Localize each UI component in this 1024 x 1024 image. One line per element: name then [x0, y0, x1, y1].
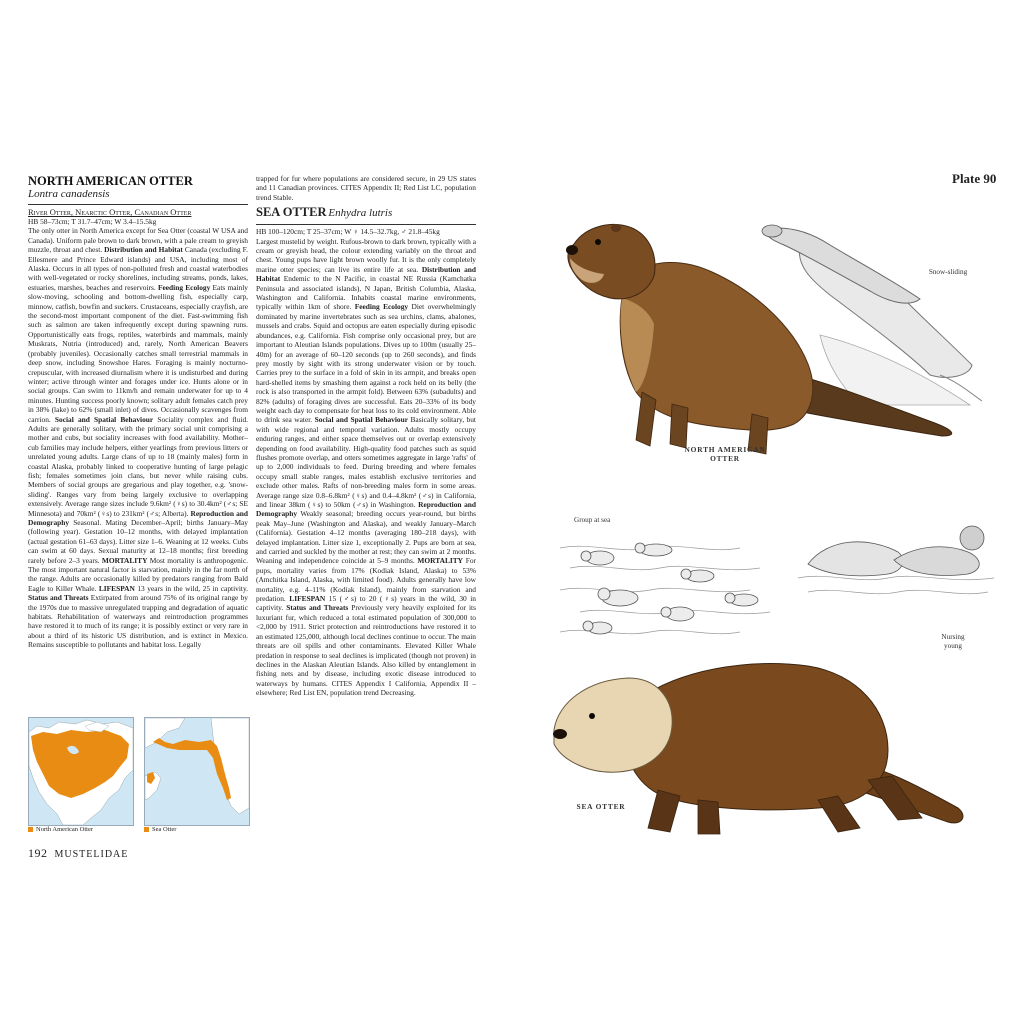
text-column-2	[256, 174, 476, 698]
group-at-sea-illustration	[560, 528, 790, 650]
nursing-young-illustration	[798, 508, 994, 600]
continued-text: trapped for fur where populations are considered secure, in 29 US states and 11 Canadian provinces. CITES Appendix II; Red List LC, population trend Stable.	[256, 174, 476, 202]
measurements: HB 100–120cm; T 25–37cm; W ♀ 14.5–32.7kg, ♂ 21.8–45kg	[256, 227, 440, 237]
alternative-names: River Otter, Nearctic Otter, Canadian Otter	[28, 207, 192, 217]
north-american-otter-illustration	[562, 214, 962, 464]
text-column-1	[28, 174, 248, 650]
species-title: SEA OTTER	[256, 205, 327, 220]
measurements: HB 58–73cm; T 31.7–47cm; W 3.4–15.5kg	[28, 217, 157, 226]
section-name: MUSTELIDAE	[54, 849, 129, 860]
caption-nursing-young: Nursing young	[941, 633, 965, 650]
caption-na-otter: NORTH AMERICAN OTTER	[684, 445, 766, 463]
north-american-otter-map	[28, 717, 134, 826]
plate-number: Plate 90	[952, 171, 997, 186]
species-description: Largest mustelid by weight. Rufous-brown to dark brown, typically with a cream or greyish head, the colour extending variably on the throat and chest. Young pups have light brown woolly fur. It is the only completely marine otter species; can live its entire life at sea. Distribution and Habitat Endemic to the N Pacific, in coastal NE Russia (Kamchatka Peninsula and associated islands), N Japan, British Columbia, Alaska, Washington and California. Inhabits coastal marine environments, typically within 1km of shore. Feeding Ecology Diet overwhelmingly dominated by marine invertebrates such as sea urchins, clams, abalones, mussels and crabs. Squid and octopus are eaten especially during episodic abundances, e.g. California. Fish comprise only occasional prey, but are important to Aleutian Islands populations. Dives up to 100m (usually 25–40m) for an average of 60–120 seconds (up to 260 seconds), and finds prey mostly by sight with its strong underwater vision or by touch. Carries prey to the surface in a fold of skin in its armpit, and breaks open hard-shelled items by smashing them against a rock held on its belly (the rock is also transported in the armpit fold). Between 63% (subadults) and 82% (adults) of foraging dives are successful. Eats 20–33% of its body weight each day to compensate for heat loss to its cold environment. Able to drink sea water. Social and Spatial Behaviour Basically solitary, but with wide regional and temporal variation. Adults mostly occupy enduring ranges, and either space themselves out or overlap extensively depending on food availability. High-quality food patches such as squid flushes promote overlap, and otters sometimes aggregate in large 'rafts' of up to 2,000 individuals to feed. During breeding and where females occupy small stable ranges, males establish exclusive territories and exclude other males. Rafts of non-breeding males form in some areas. Average range size 0.8–6.8km² (♀s) and 0.4–4.8km² (♂s) in California, and linear 38km (♀s) to 50km (♂s) in Washington. Reproduction and Demography Weakly seasonal; breeding occurs year-round, but births peak May–June (Washington and Alaska), and weakly January–March (California). Gestation 4–12 months (averaging 180–218 days), with delayed implantation. Litter size 1, exceptionally 2. Pups are born at sea, and carried and suckled by the mother at rest; they can swim at 2 months. Weaning and independence coincide at 5–9 months. MORTALITY For pups, mortality varies from 17% (Kodiak Island, Alaska) to 53% (Amchitka Island, Alaska, with limited food). Adults generally have low mortality, e.g. 4–11% (Kodiak Island), mainly from starvation and predation. LIFESPAN 15 (♂s) to 20 (♀s) years in the wild, 30 in captivity. Status and Threats Previously very heavily exploited for its luxuriant fur, which reduced a total estimated population of 300,000 to <2,000 by 1911. Strict protection and reintroductions have restored it to an estimated 125,000, although local declines continue to occur. The main threats are oil spills and other contaminants. Elevated Killer Whale predation in response to seal declines is implicated (though not proven) in declines in the Alaskan Aleutian Islands. Also killed by entanglement in fishing nets and by disease, including exotic disease introduced to waterways by humans. CITES Appendix I California, Appendix II – elsewhere; Red List EN, population trend Decreasing.	[256, 236, 477, 698]
scientific-name: Enhydra lutris	[328, 207, 393, 220]
species-title: NORTH AMERICAN OTTER	[28, 174, 193, 188]
caption-group-at-sea: Group at sea	[574, 516, 611, 524]
title-rule	[256, 224, 476, 225]
distribution-maps	[28, 717, 248, 824]
species-description: The only otter in North America except for Sea Otter (coastal W USA and Canada). Uniform pale brown to dark brown, with a pale cream to greyish muzzle, throat and chest. Distribution and Habitat Canada (excluding F. Ellesmere and Prince Edward islands) and USA, including most of Alaska. Occurs in all types of non-polluted fresh and coastal waterbodies with well-vegetated or rocky shorelines, including streams, ponds, lakes, estuaries, marshes, beaches and reservoirs. Feeding Ecology Eats mainly slow-moving, schooling and bottom-dwelling fish, especially carp, minnow, catfish, bowfin and suckers. Crustaceans, especially crayfish, are the second-most important component of the diet. Fast-swimming fish such as salmon are taken infrequently except during spawning runs. Opportunistically eats frogs, reptiles, waterbirds and mammals, mainly Muskrats, Nutria (introduced) and, rarely, North American Beavers (probably juveniles). Occasionally catches small terrestrial mammals in deep snow, including Snowshoe Hares. Foraging is mainly nocturno-crepuscular, with increased diurnalism where it is undisturbed and during winter; active through winter and forages under ice. Hunts alone or in social groups. Can swim to 11km/h and remain underwater for up to 4 minutes. Hunting success poorly known; solitary adult females catch prey in 38% (lake) to 62% (small inlet) of dives. Occasionally scavenges from carrion. Social and Spatial Behaviour Sociality complex and fluid. Adults are generally solitary, with the primary social unit comprising a mother and cubs, but sociality increases with food availability. Mother–cub families may include helpers, either yearlings from previous litters or unrelated young adults. Large clans of up to 18 (mainly males) form in coastal Alaska, probably linked to cooperative hunting of large pelagic fish; females sometimes join clans, but never while raising cubs. Members of social groups are gregarious and play together, e.g. 'snow-sliding'. Ranges vary from being largely exclusive to overlapping extensively. Average range sizes include 9.6km² (♀s) to 30.4km² (♂s; SE Minnesota) and 70km² (♀s) to 231km² (♂s; Alberta). Reproduction and Demography Seasonal. Mating December–April; births January–May (following year). Gestation 10–12 months, with delayed implantation (actual gestation 61–63 days). Litter size 1–6. Weaning at 12 weeks. Cubs can swim at 60 days. Sexual maturity at 12–18 months; first breeding rarely before 2–3 years. MORTALITY Most mortality is anthropogenic. The most important natural factor is starvation, mainly in the far north of the range. Adults are occasionally killed by predators ranging from Bald Eagle to Killer Whale. LIFESPAN 13 years in the wild, 25 in captivity. Status and Threats Extirpated from around 75% of its original range by the 1970s due to massive unregulated trapping and degradation of aquatic habitats. Rehabilitation of waterways and reintroduction programmes have restored it to much of its range; it is possibly extinct or very rare in about a third of its historic US distribution, and is extinct in Mexico. Remains susceptible to pollutants and habitat loss. Legally	[28, 226, 249, 650]
legend-item-sea-otter: Sea Otter	[144, 826, 176, 834]
caption-snow-sliding: Snow-sliding	[928, 268, 968, 276]
species-heading-2	[256, 205, 476, 221]
legend-swatch	[144, 827, 149, 832]
sea-otter-map	[144, 717, 250, 826]
title-rule	[28, 204, 248, 205]
page-folio	[28, 846, 128, 861]
legend-swatch	[28, 827, 33, 832]
caption-sea-otter: SEA OTTER	[576, 802, 626, 811]
legend-item-na-otter: North American Otter	[28, 826, 93, 834]
page-number: 192	[28, 846, 48, 860]
scientific-name: Lontra canadensis	[28, 188, 110, 200]
